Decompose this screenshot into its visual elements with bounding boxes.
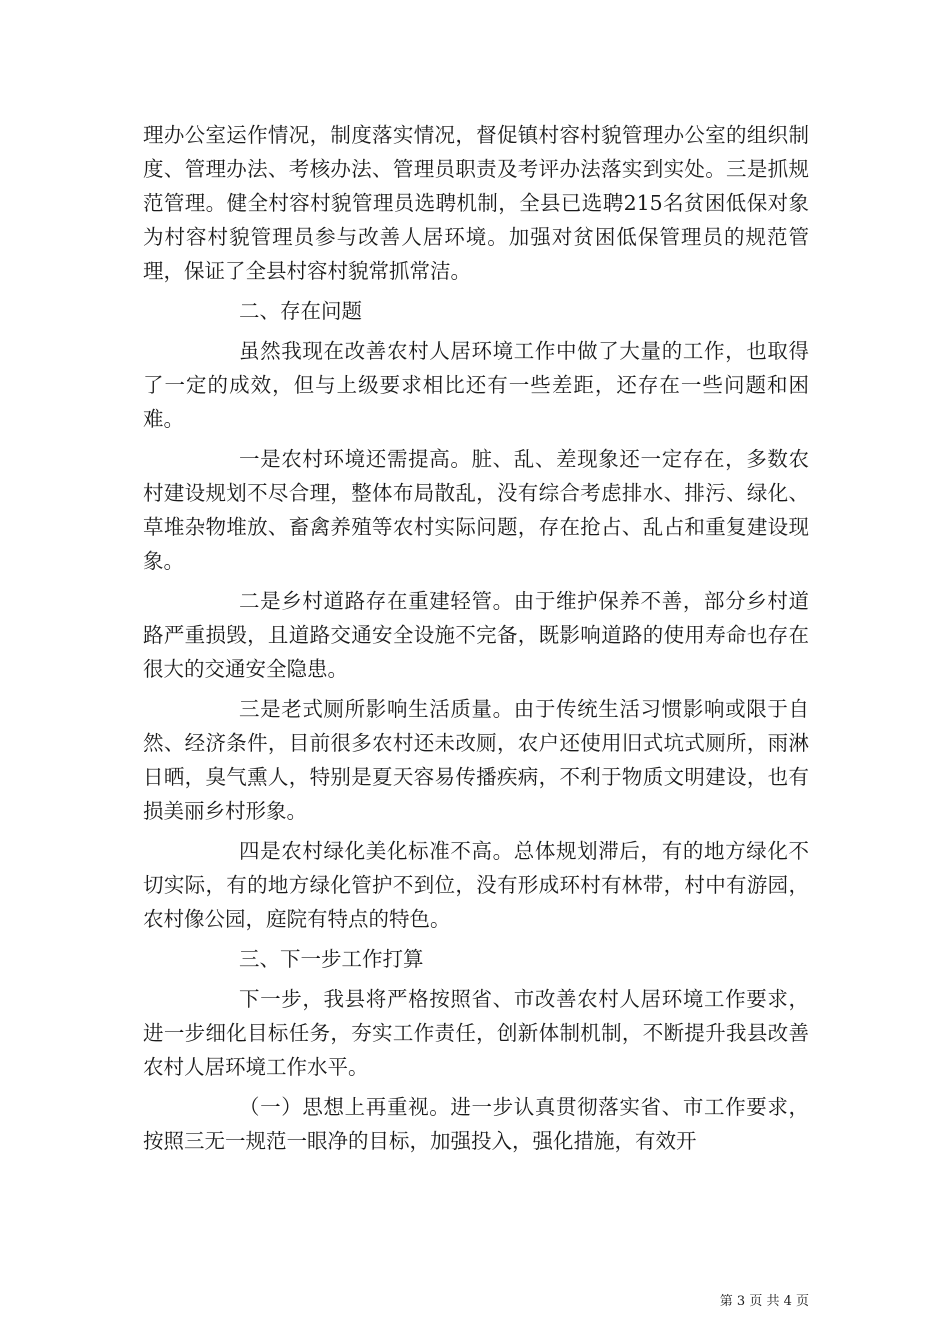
- paragraph-continuation: 理办公室运作情况，制度落实情况，督促镇村容村貌管理办公室的组织制度、管理办法、考核办法、管理员职责及考评办法落实到实处。三是抓规范管理。健全村容村貌管理员选聘机制，全县已选聘215名贫困低保对象为村容村貌管理员参与改善人居环境。加强对贫困低保管理员的规范管理，保证了全县村容村貌常抓常洁。: [143, 123, 809, 283]
- paragraph-problem-environment: 一是农村环境还需提高。脏、乱、差现象还一定存在，多数农村建设规划不尽合理，整体布局散乱，没有综合考虑排水、排污、绿化、草堆杂物堆放、畜禽养殖等农村实际问题，存在抢占、乱占和重复建设现象。: [143, 447, 809, 573]
- paragraph-problem-roads: 二是乡村道路存在重建轻管。由于维护保养不善，部分乡村道路严重损毁，且道路交通安全设施不完备，既影响道路的使用寿命也存在很大的交通安全隐患。: [143, 589, 809, 681]
- document-body: [143, 118, 809, 1164]
- page-number-footer: 第 3 页 共 4 页: [719, 1294, 809, 1309]
- section-heading-problems: 二、存在问题: [239, 299, 362, 323]
- paragraph-problem-toilets: 三是老式厕所影响生活质量。由于传统生活习惯影响或限于自然、经济条件，目前很多农村还未改厕，农户还使用旧式坑式厕所，雨淋日晒，臭气熏人，特别是夏天容易传播疾病，不利于物质文明建设，也有损美丽乡村形象。: [143, 697, 809, 823]
- paragraph-problem-greening: 四是农村绿化美化标准不高。总体规划滞后，有的地方绿化不切实际，有的地方绿化管护不到位，没有形成环村有林带，村中有游园，农村像公园，庭院有特点的特色。: [143, 839, 809, 931]
- paragraph-problems-intro: 虽然我现在改善农村人居环境工作中做了大量的工作，也取得了一定的成效，但与上级要求相比还有一些差距，还存在一些问题和困难。: [143, 339, 809, 431]
- paragraph-next-steps-intro: 下一步，我县将严格按照省、市改善农村人居环境工作要求，进一步细化目标任务，夯实工作责任，创新体制机制，不断提升我县改善农村人居环境工作水平。: [143, 987, 809, 1079]
- section-heading-next-steps: 三、下一步工作打算: [239, 947, 424, 971]
- paragraph-next-step-1: （一）思想上再重视。进一步认真贯彻落实省、市工作要求，按照三无一规范一眼净的目标，加强投入，强化措施，有效开: [143, 1095, 809, 1153]
